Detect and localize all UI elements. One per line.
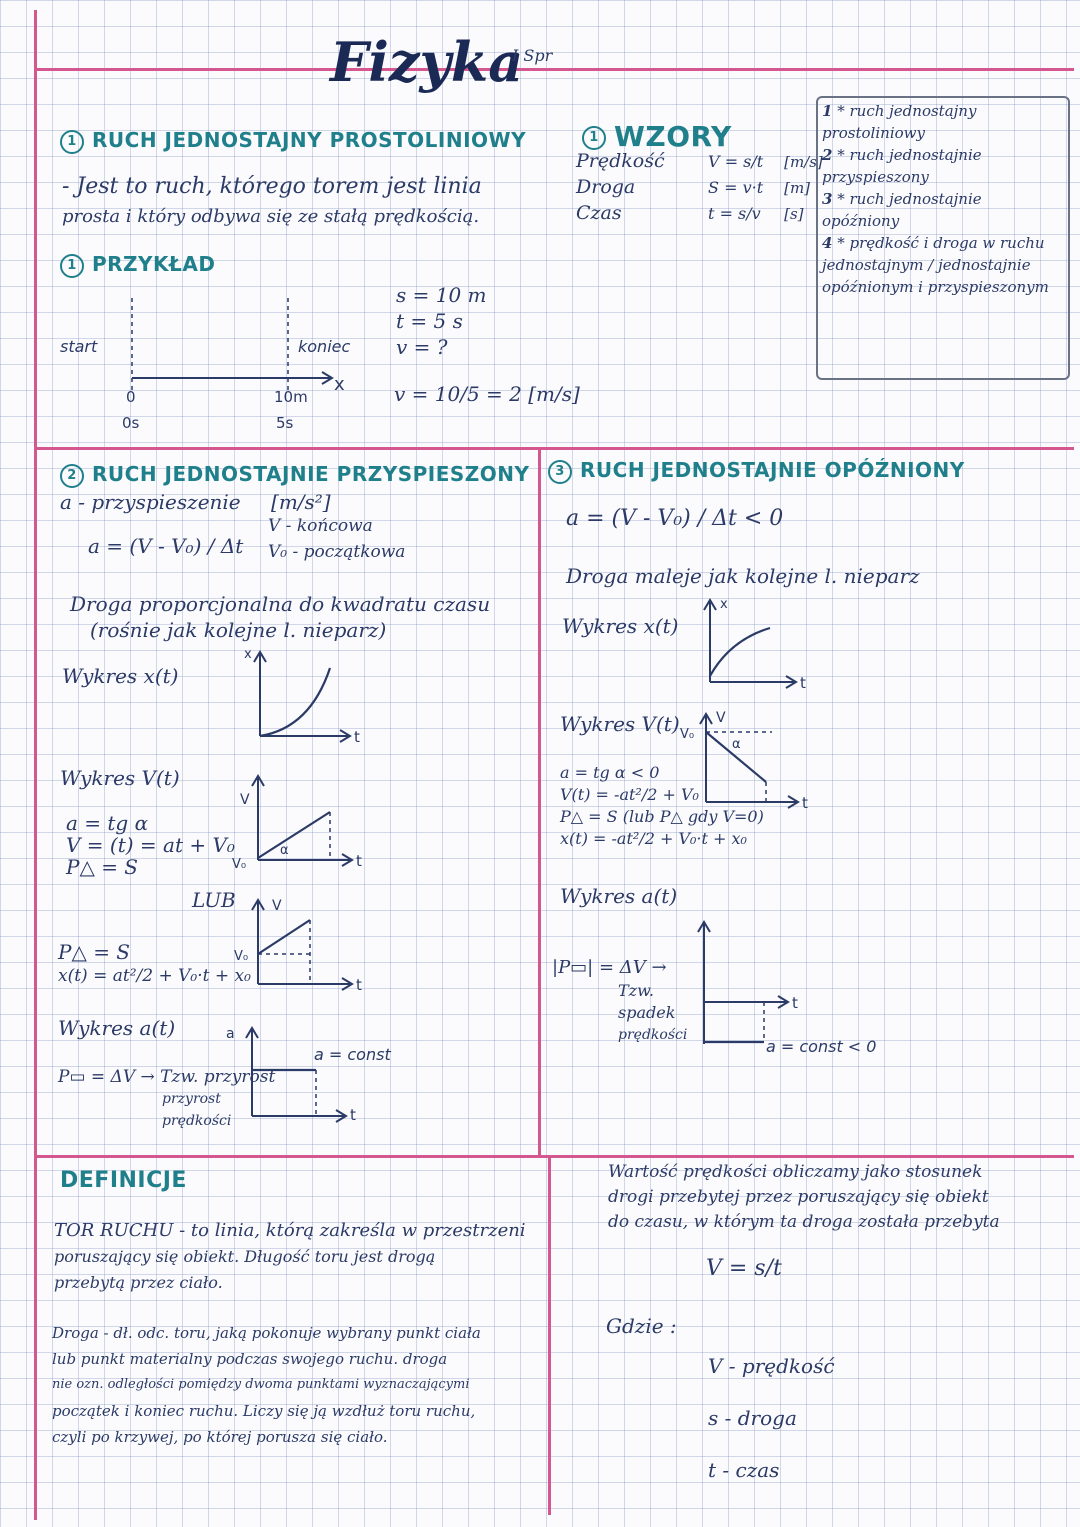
velocity-formula: V = s/t (706, 1256, 782, 1281)
graph-xt-decel (690, 594, 820, 694)
section3-droga: Droga maleje jak kolejne l. nieparz (566, 564, 920, 588)
topic-item (822, 232, 1062, 298)
wzory-heading-text: WZORY (614, 120, 732, 153)
section3-wykres-xt-label: Wykres x(t) (562, 614, 679, 638)
at-desc-line: |P▭| = ΔV → (552, 957, 667, 978)
section3-wykres-at-label: Wykres a(t) (560, 884, 678, 908)
wzory-table (576, 150, 823, 228)
graph-xt-accel (240, 648, 370, 748)
droga-text: Droga proporcjonalna do kwadratu czasu (70, 592, 491, 616)
vt-line: P△ = S (66, 855, 139, 879)
section3-heading-text: RUCH JEDNOSTAJNIE OPÓŹNIONY (580, 458, 965, 482)
v0-label: V₀ (234, 949, 249, 964)
wzory-unit: [m/s] (784, 153, 823, 171)
topic-number: 4 (822, 234, 833, 252)
parabola-curve (260, 668, 330, 736)
wzory-heading (582, 120, 732, 153)
given-t: t = 5 s (396, 309, 463, 333)
axis-v-label: V (272, 898, 282, 914)
wzory-formula: S = v·t (708, 178, 764, 197)
section3-at-desc (552, 956, 687, 1046)
topics-list (822, 100, 1062, 298)
axis-a-label: a (226, 1026, 235, 1042)
section1-definition (62, 172, 482, 232)
velocity-line (258, 812, 330, 858)
section1-heading-text: RUCH JEDNOSTAJNY PROSTOLINIOWY (92, 128, 527, 152)
at-desc-line: prędkości (162, 1113, 232, 1129)
topic-text: * prędkość i droga w ruchu jednostajnym / jednostajnie opóźnionym i przyspieszonym (822, 234, 1049, 296)
graph-vt-accel-alt (232, 896, 372, 996)
def-line: poruszający się obiekt. Długość toru jest drogą (54, 1247, 436, 1266)
section3-heading (548, 458, 965, 484)
end-label: koniec (298, 337, 351, 356)
def-line: początek i koniec ruchu. Liczy się ją wzdłuż toru ruchu, (52, 1402, 476, 1420)
angle-alpha: α (732, 737, 741, 752)
vt-formulas (66, 812, 235, 878)
wzory-unit: [m] (784, 179, 811, 197)
given-s: s = 10 m (396, 283, 487, 307)
droga-text-2: (rośnie jak kolejne l. nieparz) (90, 618, 387, 642)
definition-line-1: - Jest to ruch, którego torem jest linia (62, 174, 482, 199)
section2-heading-text: RUCH JEDNOSTAJNIE PRZYSPIESZONY (92, 462, 530, 486)
def-line: lub punkt materialny podczas swojego ruchu. droga (52, 1350, 448, 1368)
axis-t-label: t (350, 1106, 356, 1124)
wzory-row (576, 176, 823, 202)
a-const-label: a = const < 0 (766, 1037, 877, 1056)
accel-text: a - przyspieszenie (60, 490, 241, 514)
accel-unit: [m/s²] (271, 490, 331, 514)
accel-label (60, 490, 331, 514)
axis-x-label: x (244, 647, 252, 662)
topic-number: 3 (822, 190, 833, 208)
lub-line: P△ = S (58, 940, 131, 964)
velocity-line: Wartość prędkości obliczamy jako stosunek (608, 1162, 983, 1182)
velocity-line: do czasu, w którym ta droga została przebyta (608, 1212, 1000, 1232)
section1-heading (60, 128, 526, 154)
formula-a: a = (V - V₀) / Δt (88, 534, 244, 558)
def-line: Droga - dł. odc. toru, jaką pokonuje wybrany punkt ciała (52, 1324, 481, 1342)
topic-number: 1 (822, 102, 833, 120)
wzory-formula: V = s/t (708, 152, 764, 171)
graph-vt-decel (676, 710, 826, 810)
example-given (396, 282, 487, 360)
wzory-name: Czas (576, 202, 622, 224)
topic-item (822, 144, 1062, 188)
header-tag: I Spr (512, 46, 553, 65)
definicje-p2 (52, 1320, 481, 1450)
lub-label: LUB (192, 888, 236, 912)
vt-line: a = tg α < 0 (560, 763, 660, 782)
def-line: przebytą przez ciało. (54, 1273, 223, 1292)
number-badge-3: 3 (548, 460, 572, 484)
wykres-xt-label: Wykres x(t) (62, 664, 179, 688)
graph-vt-accel (232, 772, 372, 872)
x0-label: 0 (126, 388, 136, 406)
wzory-unit: [s] (784, 205, 804, 223)
number-badge-1: 1 (60, 130, 84, 154)
example-heading (60, 252, 215, 278)
wykres-at-label: Wykres a(t) (58, 1016, 176, 1040)
at-desc-line: spadek (618, 1003, 676, 1022)
gdzie-label: Gdzie : (606, 1314, 677, 1338)
wzory-row (576, 202, 823, 228)
v0-label: V₀ (232, 857, 247, 872)
x1-label: 10m (274, 388, 308, 406)
wzory-name: Droga (576, 176, 636, 198)
vt-line: x(t) = -at²/2 + V₀·t + x₀ (560, 829, 747, 848)
t1-label: 5s (276, 414, 294, 432)
number-badge-wzory: 1 (582, 126, 606, 150)
wzory-name: Prędkość (576, 150, 665, 172)
graph-at-accel (222, 1020, 391, 1130)
axis-t-label: t (802, 794, 808, 812)
topic-text: * ruch jednostajny prostoliniowy (822, 102, 977, 142)
legend-line: V - prędkość (708, 1354, 835, 1378)
decel-curve (710, 628, 770, 676)
example-diagram (60, 290, 360, 440)
v0-desc: V₀ - początkowa (268, 542, 406, 562)
divider-bottom (34, 1155, 1074, 1158)
top-margin-line (34, 68, 1074, 71)
v0-label: V₀ (680, 727, 695, 742)
axis-t-label: t (356, 976, 362, 994)
divider-middle-vertical (538, 447, 541, 1157)
topic-item (822, 100, 1062, 144)
section2-heading (60, 462, 530, 488)
v-desc: V - końcowa (268, 516, 373, 536)
axis-x-label: x (334, 374, 345, 395)
lub-line: x(t) = at²/2 + V₀·t + x₀ (58, 966, 251, 986)
topic-text: * ruch jednostajnie opóźniony (822, 190, 982, 230)
axis-v-label: V (240, 792, 250, 808)
axis-t-label: t (354, 728, 360, 746)
velocity-line: drogi przebytej przez poruszający się obiekt (608, 1187, 989, 1207)
angle-alpha: α (280, 843, 289, 858)
vt-line: P△ = S (lub P△ gdy V=0) (560, 807, 764, 826)
axis-v-label: V (716, 710, 726, 726)
divider-bottom-vertical (548, 1155, 551, 1515)
definition-line-2: prosta i który odbywa się ze stałą prędkością. (62, 206, 480, 227)
t0-label: 0s (122, 414, 140, 432)
a-const-label: a = const (314, 1045, 391, 1064)
graph-at-decel (690, 916, 880, 1056)
definicje-heading: DEFINICJE (60, 1168, 187, 1193)
vt-line: V(t) = -at²/2 + V₀ (560, 785, 699, 804)
velocity-legend (708, 1340, 835, 1496)
example-result: v = 10/5 = 2 [m/s] (394, 382, 580, 406)
wykres-vt-label: Wykres V(t) (60, 766, 180, 790)
wzory-formula: t = s/v (708, 204, 761, 223)
vt-line: V = (t) = at + V₀ (66, 833, 235, 857)
divider-top (34, 447, 1074, 450)
def-line: czyli po krzywej, po której porusza się ciało. (52, 1428, 388, 1446)
definicje-p1 (54, 1218, 526, 1296)
topic-item (822, 188, 1062, 232)
axis-t-label: t (356, 852, 362, 870)
axis-t-label: t (792, 994, 798, 1012)
section3-formula-a: a = (V - V₀) / Δt < 0 (566, 506, 784, 531)
legend-line: s - droga (708, 1406, 797, 1430)
vt-line: a = tg α (66, 811, 149, 835)
topic-number: 2 (822, 146, 833, 164)
lub-formulas (58, 940, 251, 988)
at-desc-line: P▭ = ΔV → Tzw. przyrost (58, 1067, 276, 1087)
given-v: v = ? (396, 335, 448, 359)
start-label: start (60, 337, 98, 356)
at-desc-line: przyrost (162, 1091, 221, 1107)
number-badge-example: 1 (60, 254, 84, 278)
topic-text: * ruch jednostajnie przyspieszony (822, 146, 982, 186)
axis-x-label: x (720, 597, 728, 612)
at-desc-line: prędkości (618, 1027, 688, 1043)
velocity-line (258, 920, 310, 954)
section3-wykres-vt-label: Wykres V(t) (560, 712, 680, 736)
wzory-row (576, 150, 823, 176)
left-margin-line (34, 10, 37, 1520)
number-badge-2: 2 (60, 464, 84, 488)
at-desc-line: Tzw. (618, 981, 654, 1000)
def-line: nie ozn. odległości pomiędzy dwoma punktami wyznaczającymi (52, 1377, 470, 1392)
velocity-text (608, 1160, 1000, 1235)
legend-line: t - czas (708, 1458, 780, 1482)
def-line: TOR RUCHU - to linia, którą zakreśla w przestrzeni (54, 1220, 526, 1241)
page-title: Fizyka (330, 30, 524, 94)
example-heading-text: PRZYKŁAD (92, 252, 216, 276)
axis-t-label: t (800, 674, 806, 692)
